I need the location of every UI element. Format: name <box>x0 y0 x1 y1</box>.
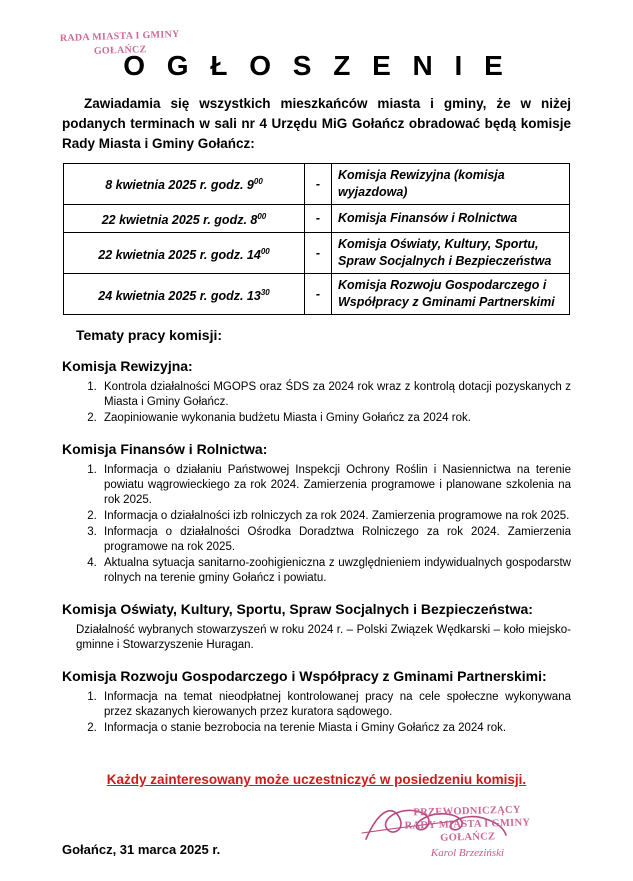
schedule-date-text: 8 kwietnia 2025 r. godz. 9 <box>105 178 254 193</box>
section-heading-rewizyjna: Komisja Rewizyjna: <box>62 358 193 375</box>
schedule-date <box>64 233 305 274</box>
list-item: 2. Informacja o działalności izb rolniczych za rok 2024. Zamierzenia programowe na rok 2025. <box>100 509 571 524</box>
schedule-table <box>63 163 570 315</box>
schedule-date-sup: 00 <box>257 212 267 221</box>
section-list-finansow <box>62 463 571 586</box>
schedule-date-text: 22 kwietnia 2025 r. godz. 14 <box>98 247 261 262</box>
schedule-date-text: 22 kwietnia 2025 r. godz. 8 <box>101 213 258 228</box>
table-row <box>64 233 570 274</box>
schedule-date-sup: 30 <box>260 287 270 297</box>
schedule-date-text: 24 kwietnia 2025 r. godz. 13 <box>98 288 261 303</box>
signature-stamp <box>360 802 576 847</box>
table-row <box>64 205 570 233</box>
section-heading-rozwoju: Komisja Rozwoju Gospodarczego i Współpracy z Gminami Partnerskimi: <box>62 668 547 685</box>
schedule-date <box>64 205 305 233</box>
schedule-dash: - <box>305 205 332 233</box>
topics-heading: Tematy pracy komisji: <box>76 327 223 344</box>
signature-name: Karol Brzeziński <box>430 847 505 859</box>
section-list-rewizyjna <box>62 380 571 426</box>
schedule-dash: - <box>305 233 332 274</box>
list-item: 2. Zaopiniowanie wykonania budżetu Miasta i Gminy Gołańcz za 2024 rok. <box>100 411 571 426</box>
page-title: O G Ł O S Z E N I E <box>123 50 510 81</box>
schedule-committee: Komisja Finansów i Rolnictwa <box>332 205 570 233</box>
schedule-dash: - <box>305 274 332 315</box>
list-item: 4. Aktualna sytuacja sanitarno-zoohigieniczna z uwzględnieniem indywidualnych gospodarstw rolnych na terenie gminy Gołańcz i powiatu. <box>100 556 571 586</box>
schedule-date-sup: 00 <box>260 246 270 256</box>
schedule-date <box>64 274 305 315</box>
section-list-rozwoju <box>62 690 571 736</box>
document-body <box>0 94 633 787</box>
schedule-committee: Komisja Rozwoju Gospodarczego i Współpracy z Gminami Partnerskimi <box>332 274 570 315</box>
highlight-notice: Każdy zainteresowany może uczestniczyć w posiedzeniu komisji. <box>106 772 527 788</box>
intro-paragraph: Zawiadamia się wszystkich mieszkańców miasta i gminy, że w niżej podanych terminach w sali nr 4 Urzędu MiG Gołańcz obradować będą komisje Rady Miasta i Gminy Gołańcz: <box>62 96 571 151</box>
header-stamp <box>40 27 201 61</box>
list-item: 1. Kontrola działalności MGOPS oraz ŚDS za 2024 rok wraz z kontrolą dotacji pozyskanych z Miasta i Gminy Gołańcz. <box>100 380 571 410</box>
header-stamp-text: RADA MIASTA I GMINY GOŁAŃCZ <box>59 28 180 57</box>
section-heading-finansow: Komisja Finansów i Rolnictwa: <box>62 441 268 458</box>
section-heading-oswiaty: Komisja Oświaty, Kultury, Sportu, Spraw Socjalnych i Bezpieczeństwa: <box>62 601 533 618</box>
list-item: 1. Informacja na temat nieodpłatnej kontrolowanej pracy na cele społeczne wykonywana przez skazanych kierowanych przez kuratora sądowego. <box>100 690 571 720</box>
schedule-date <box>64 164 305 205</box>
footer-date: Gołańcz, 31 marca 2025 r. <box>62 842 221 857</box>
list-item: 2. Informacja o stanie bezrobocia na terenie Miasta i Gminy Gołańcz za 2024 rok. <box>100 721 571 736</box>
list-item: 1. Informacja o działaniu Państwowej Inspekcji Ochrony Roślin i Nasiennictwa na terenie powiatu wągrowieckiego za rok 2024. Zamierzenia programowe i planowane szkolenia na rok 2025. <box>100 463 571 508</box>
signature-stamp-line1: PRZEWODNICZĄCY <box>413 804 522 819</box>
schedule-date-sup: 00 <box>253 177 263 187</box>
section-paragraph-oswiaty: Działalność wybranych stowarzyszeń w roku 2024 r. – Polski Związek Wędkarski – koło miejsko- gminne i Stowarzyszenie Huragan. <box>76 624 571 652</box>
signature-block <box>360 805 575 859</box>
schedule-committee: Komisja Rewizyjna (komisja wyjazdowa) <box>332 164 570 205</box>
table-row <box>64 274 570 315</box>
signature-stamp-line3: GOŁAŃCZ <box>440 831 496 844</box>
schedule-dash: - <box>305 164 332 205</box>
table-row <box>64 164 570 205</box>
signature-stamp-line2: RADY MIASTA I GMINY <box>404 817 531 832</box>
schedule-committee: Komisja Oświaty, Kultury, Sportu, Spraw Socjalnych i Bezpieczeństwa <box>332 233 570 274</box>
list-item: 3. Informacja o działalności Ośrodka Doradztwa Rolniczego za rok 2024. Zamierzenia programowe na rok 2025. <box>100 525 571 555</box>
